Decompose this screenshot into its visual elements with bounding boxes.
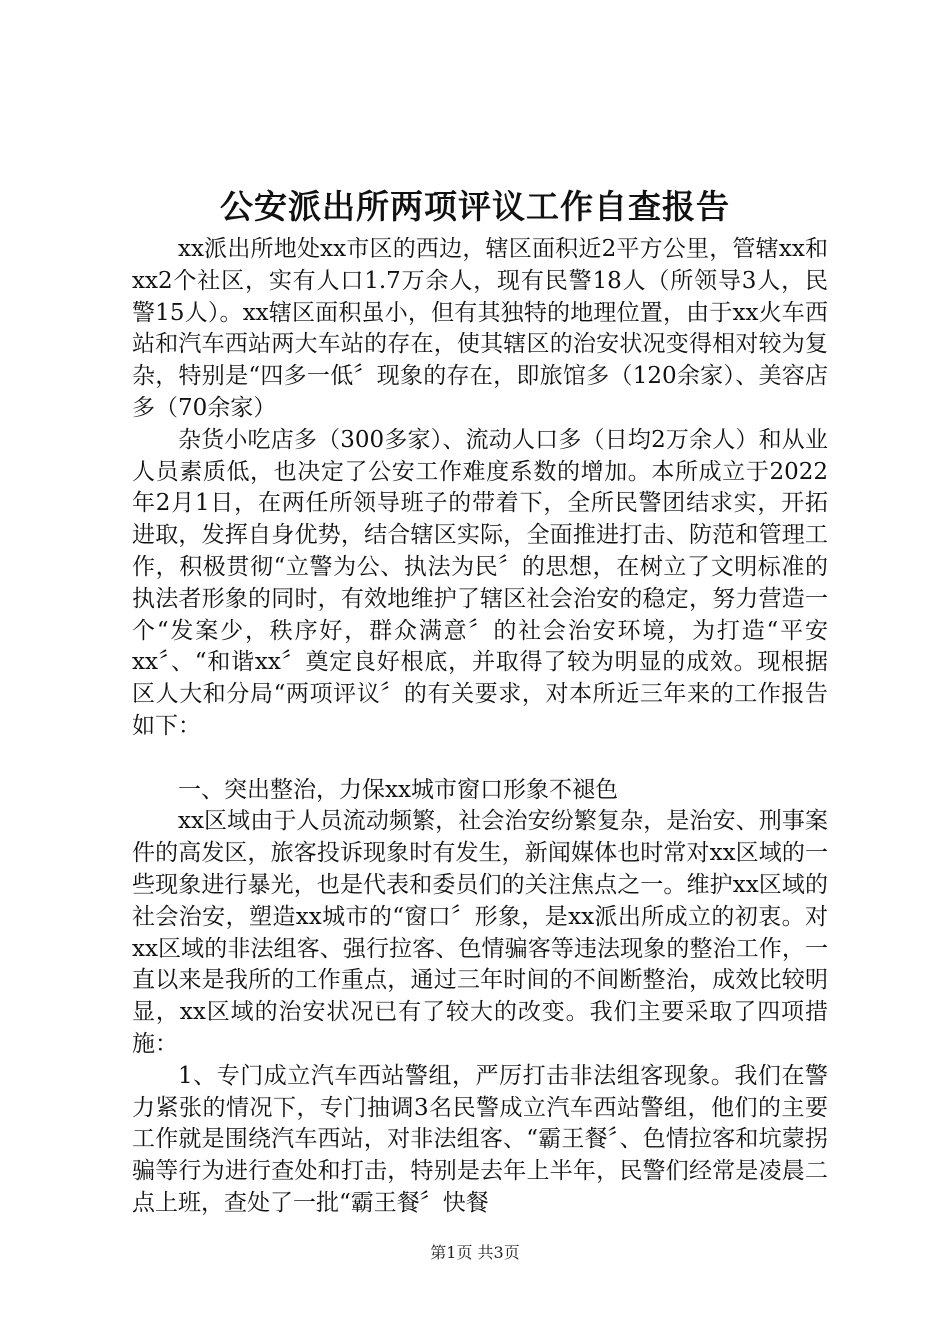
paragraph-intro: xx派出所地处xx市区的西边，辖区面积近2平方公里，管辖xx和xx2个社区，实有人口1.7万余人，现有民警18人（所领导3人，民警15人）。xx辖区面积虽小，但有其独特的地理位置，由于xx火车西站和汽车西站两大车站的存在，使其辖区的治安状况变得相对较为复杂，特别是“四多一低〞现象的存在，即旅馆多（120余家）、美容店多（70余家） xyxy=(132,236,828,421)
document-body xyxy=(132,234,828,1220)
paragraph-section-1: xx区域由于人员流动频繁，社会治安纷繁复杂，是治安、刑事案件的高发区，旅客投诉现象时有发生，新闻媒体也时常对xx区域的一些现象进行暴光，也是代表和委员们的关注焦点之一。维护xx区域的社会治安，塑造xx城市的“窗口〞形象，是xx派出所成立的初衷。对xx区域的非法组客、强行拉客、色情骗客等违法现象的整治工作，一直以来是我所的工作重点，通过三年时间的不间断整治，成效比较明显，xx区域的治安状况已有了较大的改变。我们主要采取了四项措施： xyxy=(132,808,828,1057)
page-footer: 第1页 共3页 xyxy=(430,1243,520,1262)
paragraph-overview: 杂货小吃店多（300多家）、流动人口多（日均2万余人）和从业人员素质低，也决定了公安工作难度系数的增加。本所成立于2022年2月1日，在两任所领导班子的带着下，全所民警团结求实，开拓进取，发挥自身优势，结合辖区实际，全面推进打击、防范和管理工作，积极贯彻“立警为公、执法为民〞的思想，在树立了文明标准的执法者形象的同时，有效地维护了辖区社会治安的稳定，努力营造一个“发案少，秩序好，群众满意〞的社会治安环境，为打造“平安xx〞、“和谐xx〞奠定良好根底，并取得了较为明显的成效。现根据区人大和分局“两项评议〞的有关要求，对本所近三年来的工作报告如下： xyxy=(132,426,828,739)
paragraph-spacer xyxy=(132,743,828,775)
section-heading-1: 一、突出整治，力保xx城市窗口形象不褪色 xyxy=(178,776,618,803)
paragraph-measure-1: 1、专门成立汽车西站警组，严厉打击非法组客现象。我们在警力紧张的情况下，专门抽调3名民警成立汽车西站警组，他们的主要工作就是围绕汽车西站，对非法组客、“霸王餐〞、色情拉客和坑蒙拐骗等行为进行查处和打击，特别是去年上半年，民警们经常是凌晨二点上班，查处了一批“霸王餐〞快餐 xyxy=(132,1062,828,1216)
document-title: 公安派出所两项评议工作自查报告 xyxy=(220,187,730,226)
